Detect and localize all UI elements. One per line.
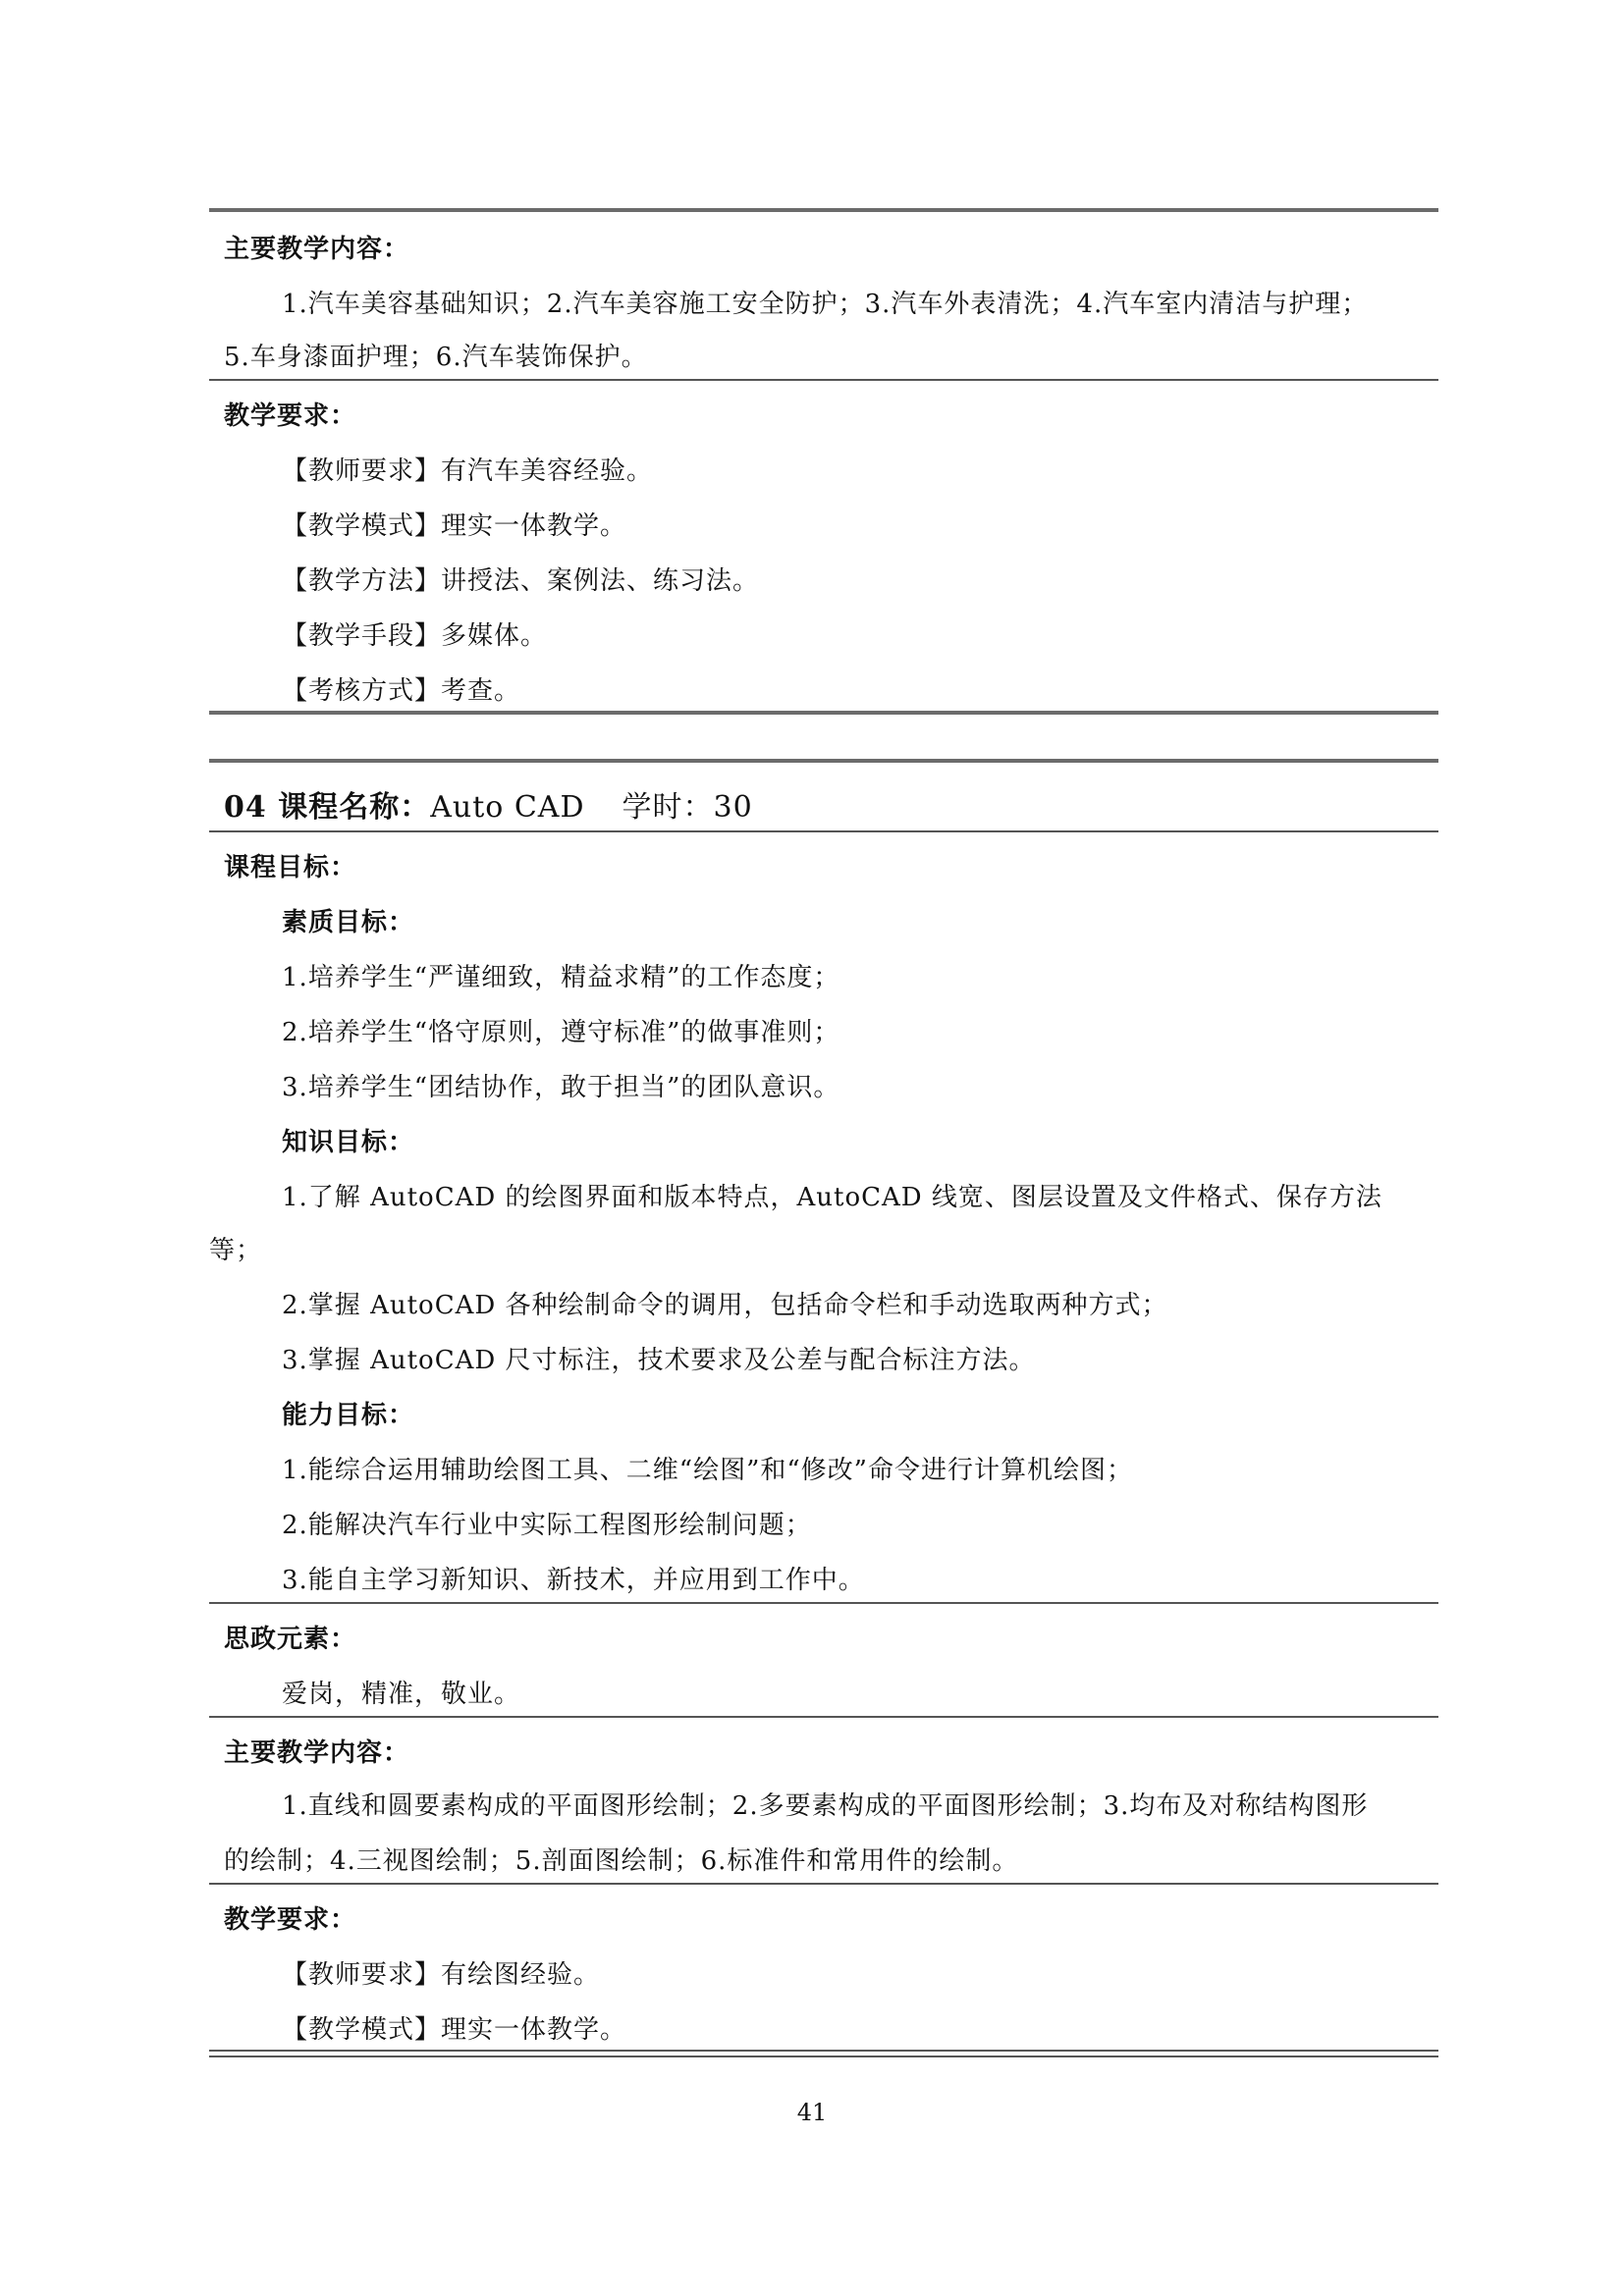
- requirements-heading: 教学要求：: [224, 1905, 357, 1935]
- ideology-heading: 思政元素：: [224, 1625, 357, 1654]
- page-number: 41: [796, 2099, 828, 2126]
- table-bottom-rule: [209, 2056, 1438, 2057]
- row-divider: [209, 379, 1438, 381]
- knowledge-goal-item: 1.了解 AutoCAD 的绘图界面和版本特点，AutoCAD 线宽、图层设置及文件格式、保存方法: [282, 1183, 1382, 1212]
- knowledge-goal-item: 3.掌握 AutoCAD 尺寸标注，技术要求及公差与配合标注方法。: [282, 1346, 1036, 1375]
- ideology-text: 爱岗，精准，敬业。: [282, 1680, 521, 1709]
- requirement-item: 【考核方式】考查。: [282, 676, 521, 706]
- table-top-rule: [209, 208, 1438, 212]
- ability-goals-heading: 能力目标：: [282, 1401, 415, 1430]
- quality-goal-item: 1.培养学生“严谨细致，精益求精”的工作态度；: [282, 963, 840, 992]
- main-content-heading: 主要教学内容：: [224, 235, 410, 264]
- row-divider: [209, 1602, 1438, 1604]
- main-content-line: 1.汽车美容基础知识；2.汽车美容施工安全防护；3.汽车外表清洗；4.汽车室内清洁与护理；: [282, 290, 1369, 319]
- goals-heading: 课程目标：: [224, 853, 357, 882]
- requirements-heading: 教学要求：: [224, 401, 357, 431]
- quality-goals-heading: 素质目标：: [282, 908, 415, 937]
- ability-goal-item: 1.能综合运用辅助绘图工具、二维“绘图”和“修改”命令进行计算机绘图；: [282, 1456, 1133, 1485]
- course-hours: 30: [713, 790, 753, 825]
- table-bottom-rule: [209, 711, 1438, 715]
- requirement-item: 【教学模式】理实一体教学。: [282, 511, 627, 541]
- table-bottom-rule: [209, 2050, 1438, 2052]
- main-content-heading: 主要教学内容：: [224, 1738, 410, 1768]
- table-top-rule: [209, 759, 1438, 763]
- row-divider: [209, 1716, 1438, 1718]
- ability-goal-item: 2.能解决汽车行业中实际工程图形绘制问题；: [282, 1511, 812, 1540]
- knowledge-goals-heading: 知识目标：: [282, 1128, 415, 1157]
- requirement-item: 【教学手段】多媒体。: [282, 621, 548, 651]
- requirement-item: 【教学模式】理实一体教学。: [282, 2015, 627, 2045]
- requirement-item: 【教学方法】讲授法、案例法、练习法。: [282, 566, 760, 596]
- main-content-line: 的绘制；4.三视图绘制；5.剖面图绘制；6.标准件和常用件的绘制。: [224, 1846, 1019, 1876]
- row-divider: [209, 1883, 1438, 1885]
- quality-goal-item: 3.培养学生“团结协作，敢于担当”的团队意识。: [282, 1073, 840, 1102]
- main-content-line: 1.直线和圆要素构成的平面图形绘制；2.多要素构成的平面图形绘制；3.均布及对称结构图形: [282, 1791, 1369, 1821]
- knowledge-goal-item-continued: 等；: [209, 1236, 263, 1265]
- main-content-line: 5.车身漆面护理；6.汽车装饰保护。: [224, 343, 648, 372]
- course-hours-label: 学时：: [622, 790, 714, 825]
- requirement-item: 【教师要求】有汽车美容经验。: [282, 456, 654, 486]
- quality-goal-item: 2.培养学生“恪守原则，遵守标准”的做事准则；: [282, 1018, 840, 1047]
- requirement-item: 【教师要求】有绘图经验。: [282, 1960, 601, 1990]
- course-title: [224, 788, 753, 828]
- course-number-label: 04 课程名称：: [224, 790, 431, 825]
- course-name: Auto CAD: [430, 790, 585, 825]
- knowledge-goal-item: 2.掌握 AutoCAD 各种绘制命令的调用，包括命令栏和手动选取两种方式；: [282, 1291, 1168, 1320]
- row-divider: [209, 830, 1438, 832]
- ability-goal-item: 3.能自主学习新知识、新技术，并应用到工作中。: [282, 1566, 865, 1595]
